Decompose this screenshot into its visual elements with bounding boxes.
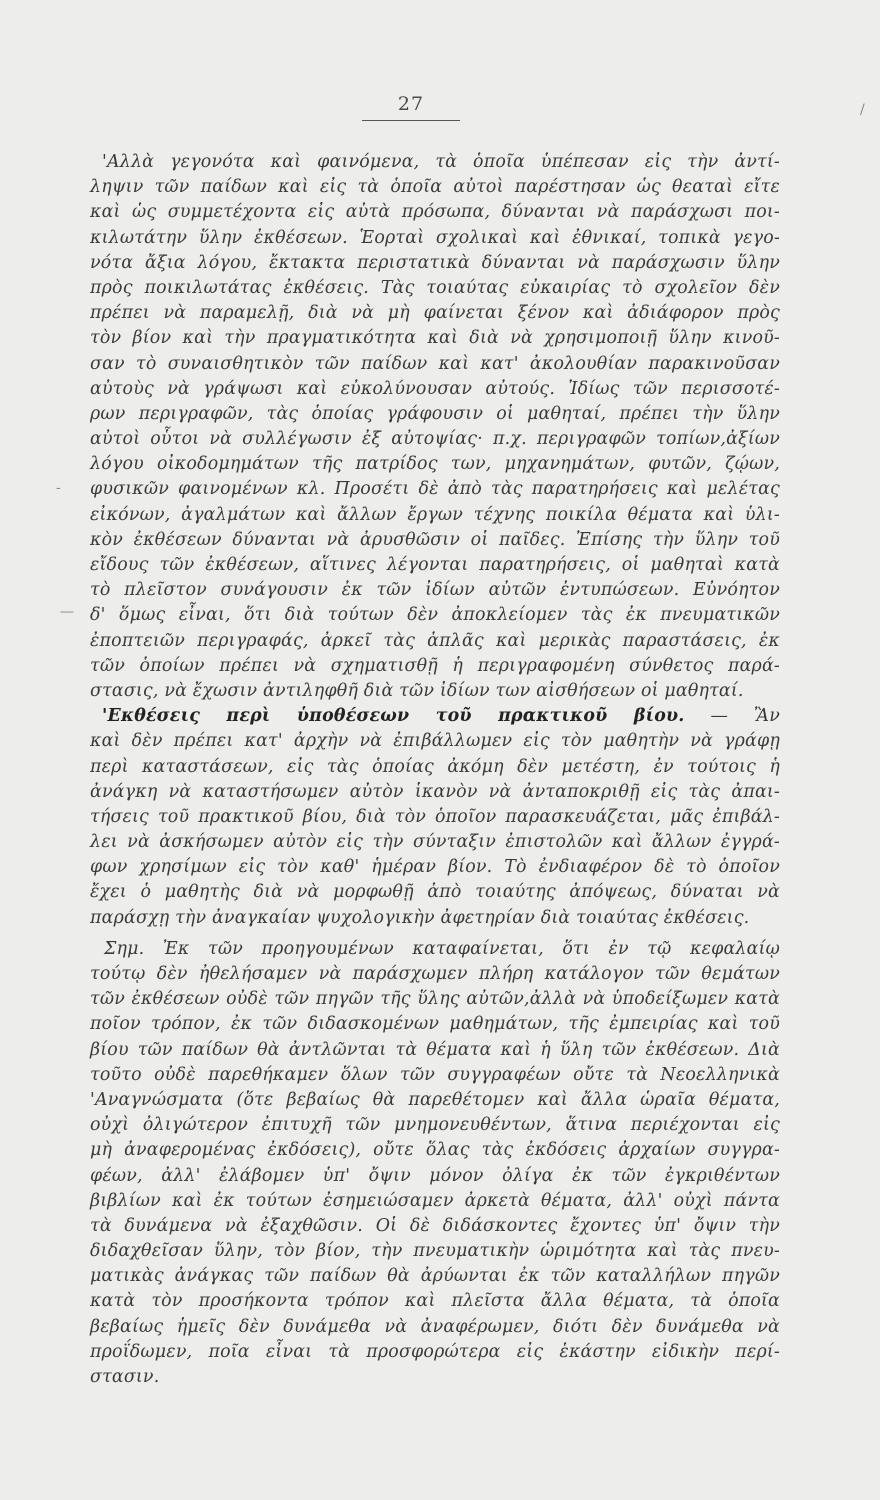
note-line: στασιν. xyxy=(90,1367,160,1387)
section-heading-line xyxy=(90,704,780,729)
text-line: παράσχῃ τὴν ἀναγκαίαν ψυχολογικὴν ἀφετηρίαν διὰ τοιαύτας ἐκθέσεις. xyxy=(90,907,750,928)
note-line: βεβαίως ἡμεῖς δὲν δυνάμεθα νὰ ἀναφέρωμεν, διότι δὲν δυνάμεθα νὰ xyxy=(90,1316,780,1337)
note-line: τοῦτο οὐδὲ παρεθήκαμεν ὅλων τῶν συγγραφέων οὔτε τὰ Νεοελληνικὰ xyxy=(90,1064,780,1085)
text-line: ἀνάγκη νὰ καταστήσωμεν αὐτὸν ἱκανὸν νὰ ἀνταποκριθῇ εἰς τὰς ἀπαι- xyxy=(90,781,780,802)
section-heading-continuation: — Ἂν xyxy=(684,706,781,727)
text-line: πρὸς ποικιλωτάτας ἐκθέσεις. Τὰς τοιαύτας εὐκαιρίας τὸ σχολεῖον δὲν xyxy=(90,277,780,298)
text-line: νότα ἄξια λόγου, ἔκτακτα περιστατικὰ δύνανται νὰ παράσχωσιν ὕλην xyxy=(90,252,780,273)
text-line: περὶ καταστάσεων, εἰς τὰς ὁποίας ἀκόμη δὲν μετέστη, ἐν τούτοις ἡ xyxy=(90,756,780,777)
text-line: τῶν ὁποίων πρέπει νὰ σχηματισθῇ ἡ περιγραφομένη σύνθετος παρά- xyxy=(90,655,780,676)
text-line: ἔχει ὁ μαθητὴς διὰ νὰ μορφωθῇ ἀπὸ τοιαύτης ἀπόψεως, δύναται νὰ xyxy=(90,882,780,903)
text-line: φων χρησίμων εἰς τὸν καθ' ἡμέραν βίον. Τὸ ἐνδιαφέρον δὲ τὸ ὁποῖον xyxy=(90,857,780,878)
text-line: τήσεις τοῦ πρακτικοῦ βίου, διὰ τὸν ὁποῖον παρασκευάζεται, μᾶς ἐπιβάλ- xyxy=(90,806,780,827)
text-line: αὐτοὶ οὗτοι νὰ συλλέγωσιν ἐξ αὐτοψίας· π.χ. περιγραφῶν τοπίων,ἀξίων xyxy=(90,429,780,450)
text-line: τὸν βίον καὶ τὴν πραγματικότητα καὶ διὰ νὰ χρησιμοποιῇ ὕλην κινοῦ- xyxy=(90,328,780,349)
text-line: κὸν ἐκθέσεων δύνανται νὰ ἀρυσθῶσιν οἱ παῖδες. Ἐπίσης τὴν ὕλην τοῦ xyxy=(90,529,780,550)
text-line: ληψιν τῶν παίδων καὶ εἰς τὰ ὁποῖα αὐτοὶ παρέστησαν ὡς θεαταὶ εἴτε xyxy=(90,177,780,198)
note-line: μὴ ἀναφερομένας ἐκδόσεις), οὔτε ὅλας τὰς ἐκδόσεις ἀρχαίων συγγρα- xyxy=(90,1140,780,1161)
note-line: τῶν ἐκθέσεων οὐδὲ τῶν πηγῶν τῆς ὕλης αὐτῶν,ἀλλὰ νὰ ὑποδείξωμεν κατὰ xyxy=(90,989,780,1010)
note-line: Σημ. Ἐκ τῶν προηγουμένων καταφαίνεται, ὅτι ἐν τῷ κεφαλαίῳ xyxy=(104,938,780,959)
text-line: στασις, νὰ ἔχωσιν ἀντιληφθῆ διὰ τῶν ἰδίων των αἰσθήσεων οἱ μαθηταί. xyxy=(90,680,744,701)
margin-mark: - xyxy=(56,480,61,496)
text-line: ἐποπτειῶν περιγραφάς, ἀρκεῖ τὰς ἁπλᾶς καὶ μερικὰς παραστάσεις, ἐκ xyxy=(90,630,780,651)
text-line: λει νὰ ἀσκήσωμεν αὐτὸν εἰς τὴν σύνταξιν ἐπιστολῶν καὶ ἄλλων ἐγγρά- xyxy=(90,832,780,853)
note-line: τὰ δυνάμενα νὰ ἐξαχθῶσιν. Οἱ δὲ διδάσκοντες ἔχοντες ὑπ' ὄψιν τὴν xyxy=(90,1215,780,1236)
margin-mark: — xyxy=(60,604,74,620)
note-line: διδαχθεῖσαν ὕλην, τὸν βίον, τὴν πνευματικὴν ὡριμότητα καὶ τὰς πνευ- xyxy=(90,1241,780,1262)
note-line: βιβλίων καὶ ἐκ τούτων ἐσημειώσαμεν ἀρκετὰ θέματα, ἀλλ' οὐχὶ πάντα xyxy=(90,1190,780,1211)
text-line: σαν τὸ συναισθητικὸν τῶν παίδων καὶ κατ' ἀκολουθίαν παρακινοῦσαν xyxy=(90,353,780,374)
note-line: ματικὰς ἀνάγκας τῶν παίδων θὰ ἀρύωνται ἐκ τῶν καταλλήλων πηγῶν xyxy=(90,1266,780,1287)
note-line: ποῖον τρόπον, ἐκ τῶν διδασκομένων μαθημάτων, τῆς ἐμπειρίας καὶ τοῦ xyxy=(90,1014,780,1035)
note-line: οὐχὶ ὀλιγώτερον ἐπιτυχῆ τῶν μνημονευθέντων, ἅτινα περιέχονται εἰς xyxy=(90,1115,780,1136)
text-line: λόγου οἰκοδομημάτων τῆς πατρίδος των, μηχανημάτων, φυτῶν, ζῴων, xyxy=(90,454,780,475)
text-line: ρων περιγραφῶν, τὰς ὁποίας γράφουσιν οἱ μαθηταί, πρέπει τὴν ὕλην xyxy=(90,403,780,424)
text-line: καὶ ὡς συμμετέχοντα εἰς αὐτὰ πρόσωπα, δύνανται νὰ παράσχωσι ποι- xyxy=(90,202,780,223)
note-line: τούτῳ δὲν ἠθελήσαμεν νὰ παράσχωμεν πλήρη κατάλογον τῶν θεμάτων xyxy=(90,964,780,984)
text-line: δ' ὅμως εἶναι, ὅτι διὰ τούτων δὲν ἀποκλείομεν τὰς ἐκ πνευματικῶν xyxy=(90,605,780,626)
text-line: κιλωτάτην ὕλην ἐκθέσεων. Ἑορταὶ σχολικαὶ καὶ ἐθνικαί, τοπικὰ γεγο- xyxy=(90,227,780,248)
text-line: καὶ δὲν πρέπει κατ' ἀρχὴν νὰ ἐπιβάλλωμεν εἰς τὸν μαθητὴν νὰ γράφῃ xyxy=(90,731,780,752)
text-line: πρέπει νὰ παραμελῇ, διὰ νὰ μὴ φαίνεται ξένον καὶ ἀδιάφορον πρὸς xyxy=(90,303,780,324)
text-line: 'Αλλὰ γεγονότα καὶ φαινόμενα, τὰ ὁποῖα ὑπέπεσαν εἰς τὴν ἀντί- xyxy=(102,152,780,172)
text-line: αὐτοὺς νὰ γράψωσι καὶ εὐκολύνουσαν αὐτούς. Ἰδίως τῶν περισσοτέ- xyxy=(90,378,780,399)
note-line: βίου τῶν παίδων θὰ ἀντλῶνται τὰ θέματα καὶ ἡ ὕλη τῶν ἐκθέσεων. Διὰ xyxy=(90,1039,780,1060)
note-line: κατὰ τὸν προσήκοντα τρόπον καὶ πλεῖστα ἄλλα θέματα, τὰ ὁποῖα xyxy=(90,1291,780,1312)
page-number-rule xyxy=(362,120,460,121)
text-line: τὸ πλεῖστον συνάγουσιν ἐκ τῶν ἰδίων αὐτῶν ἐντυπώσεων. Εὐνόητον xyxy=(90,580,780,601)
body-text xyxy=(90,150,780,1390)
text-line: εἰκόνων, ἀγαλμάτων καὶ ἄλλων ἔργων τέχνης ποικίλα θέματα καὶ ὑλι- xyxy=(90,504,780,525)
section-heading: 'Εκθέσεις περὶ ὑποθέσεων τοῦ πρακτικοῦ βίου. xyxy=(102,706,685,727)
note-line: 'Αναγνώσματα (ὅτε βεβαίως θὰ παρεθέτομεν καὶ ἄλλα ὡραῖα θέματα, xyxy=(90,1089,780,1110)
text-line: εἴδους τῶν ἐκθέσεων, αἵτινες λέγονται παρατηρήσεις, οἱ μαθηταὶ κατὰ xyxy=(90,555,780,575)
text-line: φυσικῶν φαινομένων κλ. Προσέτι δὲ ἀπὸ τὰς παρατηρήσεις καὶ μελέτας xyxy=(90,479,780,500)
note-line: φέων, ἀλλ' ἐλάβομεν ὑπ' ὄψιν μόνον ὀλίγα ἐκ τῶν ἐγκριθέντων xyxy=(90,1165,780,1186)
note-line: προΐδωμεν, ποῖα εἶναι τὰ προσφορώτερα εἰς ἑκάστην εἰδικὴν περί- xyxy=(90,1341,780,1362)
page-number: 27 xyxy=(397,93,425,115)
margin-mark: / xyxy=(860,102,865,118)
